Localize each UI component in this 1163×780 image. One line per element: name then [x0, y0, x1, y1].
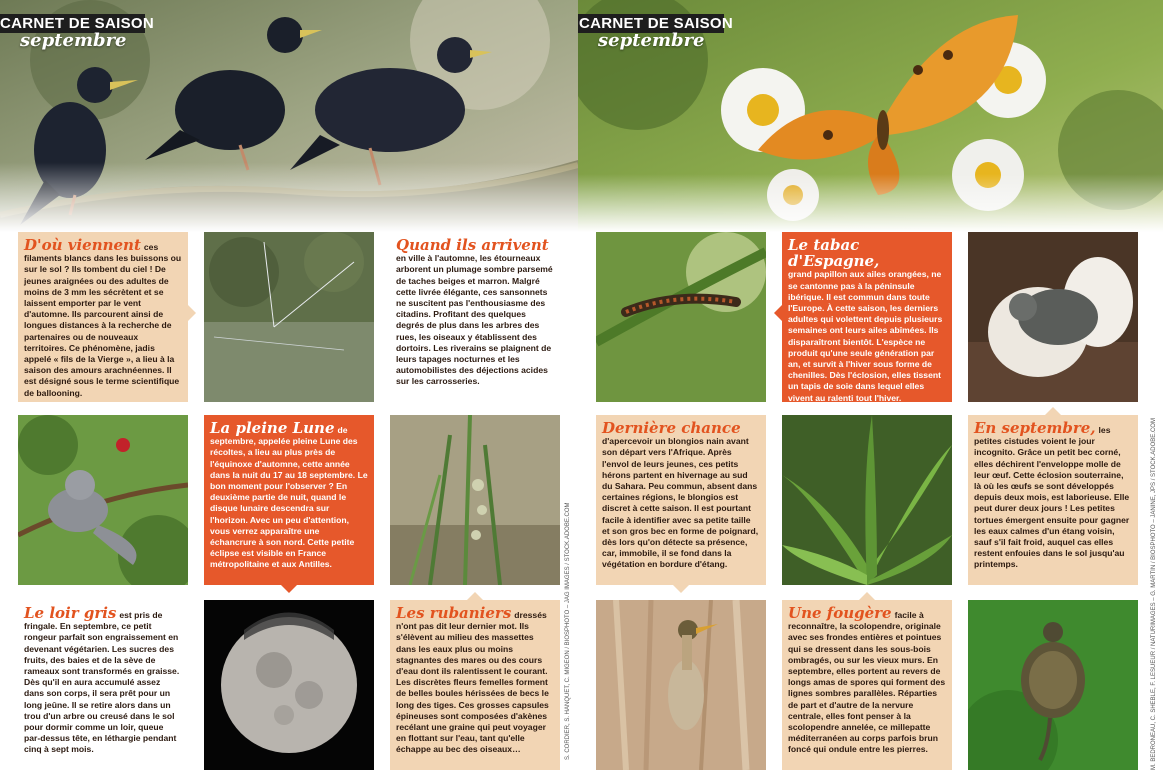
box-text: ces filaments blancs dans les buissons ou sur le sol ? Ils tombent du ciel ! De jeunes araignées ou des adultes de moins de 3 mm les sécrètent et se laissent emporter par le vent d'automne. Ils parcourent ainsi de longues distances à la recherche de partenaires ou de nouveaux territoires. Ce phénomène, jadis appelé « fils de la Vierge », a lieu à la saison des amours arachnéennes. Il est désigné sous le terme scientifique de ballooning.	[24, 242, 182, 398]
box-fougere	[782, 600, 952, 770]
photo-dormouse	[18, 415, 188, 585]
photo-bittern	[596, 600, 766, 770]
photo-spider-thread	[204, 232, 374, 402]
box-heading: Les rubaniers	[396, 604, 512, 622]
box-filaments	[18, 232, 188, 402]
box-heading: Une fougère	[788, 604, 892, 622]
box-chance	[596, 415, 766, 585]
photo-credit: M. BEDRONEAU, C. SHEBLE, F. LESUEUR / NATURIMAGES – G. MARTIN / BIOSPHOTO – JANINE, JPS / STOCK.ADOBE.COM	[1151, 418, 1157, 770]
box-text: dressés n'ont pas dit leur dernier mot. Ils s'élèvent au milieu des massettes dans les eaux plus ou moins stagnantes des mares ou des cours d'eau dont ils ralentissent le courant. Les discrètes fleurs femelles forment de belles boules hérissées de becs le long des tiges. Ces grosses capsules épineuses sont composées d'akènes recélant une graine qui peut voyager en flottant sur l'eau, tant qu'elle échappe au bec des oiseaux…	[396, 610, 549, 755]
box-septembre	[968, 415, 1138, 585]
arrow-pointer	[467, 592, 483, 600]
box-heading: Quand ils arrivent	[396, 236, 549, 254]
box-text: les petites cistudes voient le jour incognito. Grâce un petit bec corné, elles déchirent l'enveloppe molle de leur œuf. Cette éclosion souterraine, là où les œufs se sont développés depuis deux mois, est laborieuse. Elle peut durer deux jours ! Les petites tortues émergent ensuite pour gagner les eaux calmes d'un étang voisin, sauf s'il fait froid, auquel cas elles restent enfouies dans le sol jusqu'au printemps.	[974, 425, 1130, 570]
right-page	[578, 0, 1163, 780]
box-lune	[204, 415, 374, 585]
photo-bur-reed	[390, 415, 560, 585]
photo-credit: S. CORDIER, S. HANQUET, C. MIGEON / BIOSPHOTO – JAG IMAGES / STOCK.ADOBE.COM	[565, 502, 571, 760]
photo-baby-turtle	[968, 600, 1138, 770]
box-heading: Le tabac d'Espagne,	[788, 236, 880, 271]
box-loir	[18, 600, 188, 770]
arrow-pointer	[1045, 407, 1061, 415]
box-text: de septembre, appelée pleine Lune des récoltes, a lieu au plus près de l'équinoxe d'automne, cette année dans la nuit du 17 au 18 septembre. Le bon moment pour l'observer ? En deuxième partie de nuit, quand le disque lunaire descendra sur l'horizon. Avec un peu d'attention, vous verrez apparaître une échancrure à son nord. Cette petite éclipse est visible en France métropolitaine et aux Antilles.	[210, 425, 368, 570]
box-heading: Dernière chance	[602, 419, 741, 437]
arrow-pointer	[281, 585, 297, 593]
box-text: en ville à l'automne, les étourneaux arborent un plumage sombre parsemé de taches beiges et marron. Malgré cette livrée élégante, ces sansonnets ne suscitent pas l'enthousiasme des citadins. Profitant des quelques degrés de plus dans les arbres des rues, les oiseaux y établissent des dortoirs. Les riverains se plaignent de leurs tapages nocturnes et les automobilistes des déjections acides sur les carrosseries.	[396, 253, 553, 387]
photo-fern	[782, 415, 952, 585]
header-title: CARNET DE SAISON	[579, 15, 733, 32]
photo-turtle-hatching	[968, 232, 1138, 402]
arrow-pointer	[673, 585, 689, 593]
left-page	[0, 0, 578, 780]
box-heading: Le loir gris	[24, 604, 117, 622]
box-arrivent	[390, 232, 560, 402]
box-heading: D'où viennent	[24, 236, 141, 254]
box-tabac	[782, 232, 952, 402]
box-text: d'apercevoir un blongios nain avant son départ vers l'Afrique. Après l'envol de leurs jeunes, ces petits hérons partent en hivernage au sud du Sahara. Peu commun, absent dans certaines régions, le blongios est discret à cette saison. Il est pourtant facile à identifier avec sa petite taille et son gros bec en forme de poignard, dès lors qu'on détecte sa présence, car, immobile, il se fond dans la végétation en bordure d'étang.	[602, 436, 759, 570]
box-heading: La pleine Lune	[210, 419, 335, 437]
arrow-pointer	[774, 305, 782, 321]
arrow-pointer	[188, 305, 196, 321]
box-text: grand papillon aux ailes orangées, ne se cantonne pas à la péninsule ibérique. Il est commun dans toute l'Europe. À cette saison, les derniers adultes qui volettent depuis plusieurs semaines ont leurs ailes abîmées. Ils disparaîtront bientôt. L'espèce ne produit qu'une seule génération par an, et survit à l'hiver sous forme de chenilles. Dès l'éclosion, elles tissent un tapis de soie dans lequel elles vivent au ralenti tout l'hiver.	[788, 269, 943, 402]
box-rubaniers	[390, 600, 560, 770]
arrow-pointer	[859, 592, 875, 600]
header-subtitle: septembre	[598, 30, 705, 51]
header-title: CARNET DE SAISON	[0, 15, 154, 32]
photo-caterpillar	[596, 232, 766, 402]
box-heading: En septembre,	[974, 419, 1096, 437]
box-text: est pris de fringale. En septembre, ce petit rongeur parfait son engraissement en devenant végétarien. Les sucres des fruits, des baies et de la sève de rameaux sont transformés en graisse. Dès qu'il en aura accumulé assez dans son corps, il sera prêt pour un long jeûne. Il se retire alors dans un trou d'un arbre ou creusé dans le sol pour dormir comme un loir, queue par-dessus tête, en léthargie pendant cinq à sept mois.	[24, 610, 180, 755]
header-subtitle: septembre	[20, 30, 127, 51]
photo-moon	[204, 600, 374, 770]
box-text: facile à reconnaître, la scolopendre, originale avec ses frondes entières et pointues qui se dressent dans les sous-bois ombragés, ou sur les vieux murs. En septembre, elles portent au revers de longs amas de spores qui forment des lignes sombres parallèles. Réparties de part et d'autre de la nervure centrale, elles font penser à la scolopendre annelée, ce millepatte méditerranéen au corps parfois brun foncé qui ondule entre les pierres.	[788, 610, 946, 755]
